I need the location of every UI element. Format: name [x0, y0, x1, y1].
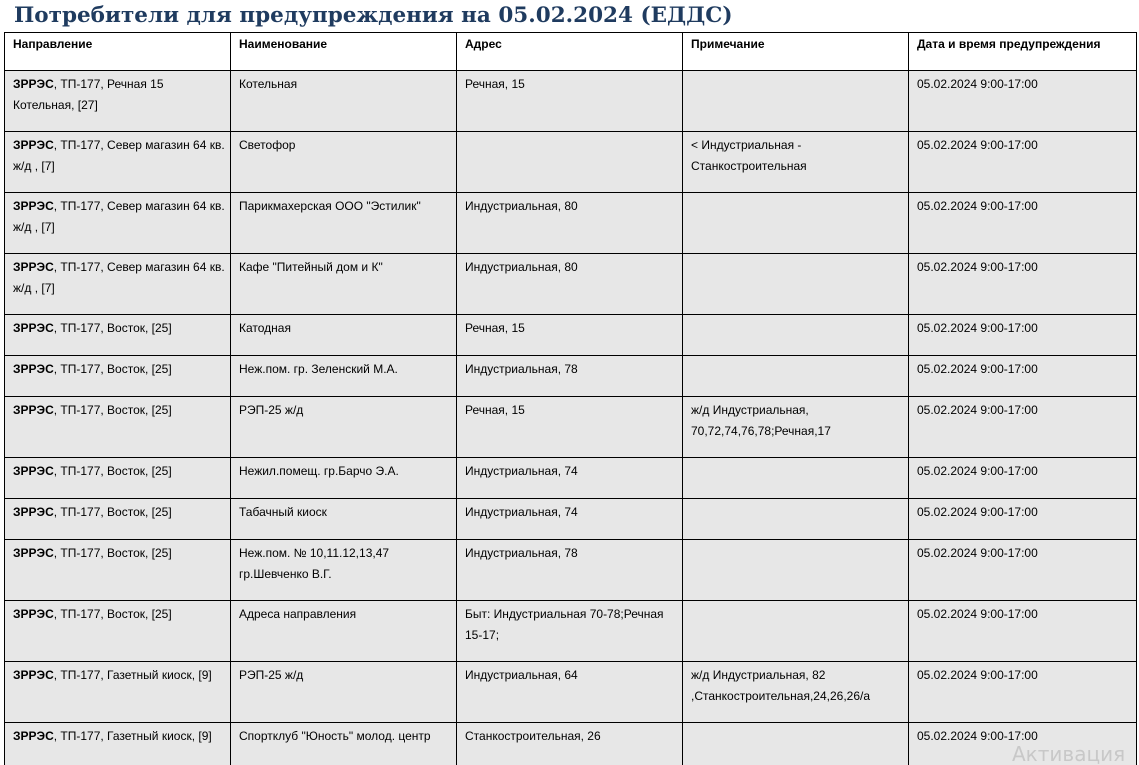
cell-datetime: 05.02.2024 9:00-17:00: [909, 662, 1137, 723]
cell-direction: ЗРРЭС, ТП-177, Север магазин 64 кв. ж/д , [7]: [5, 132, 231, 193]
cell-name: Неж.пом. № 10,11.12,13,47 гр.Шевченко В.Г.: [231, 540, 457, 601]
cell-note: ж/д Индустриальная, 70,72,74,76,78;Речная,17: [683, 397, 909, 458]
cell-address: Станкостроительная, 26: [457, 723, 683, 765]
cell-datetime: 05.02.2024 9:00-17:00: [909, 71, 1137, 132]
cell-direction: ЗРРЭС, ТП-177, Восток, [25]: [5, 540, 231, 601]
cell-note: [683, 540, 909, 601]
cell-name: Кафе "Питейный дом и К": [231, 254, 457, 315]
cell-datetime: 05.02.2024 9:00-17:00: [909, 540, 1137, 601]
cell-direction: ЗРРЭС, ТП-177, Восток, [25]: [5, 458, 231, 499]
column-header-address: Адрес: [457, 33, 683, 71]
cell-address: [457, 132, 683, 193]
cell-datetime: 05.02.2024 9:00-17:00: [909, 132, 1137, 193]
table-row: [5, 723, 1137, 765]
cell-direction: ЗРРЭС, ТП-177, Газетный киоск, [9]: [5, 723, 231, 765]
cell-address: Речная, 15: [457, 315, 683, 356]
table-row: [5, 356, 1137, 397]
cell-datetime: 05.02.2024 9:00-17:00: [909, 356, 1137, 397]
cell-name: Котельная: [231, 71, 457, 132]
cell-direction: ЗРРЭС, ТП-177, Восток, [25]: [5, 397, 231, 458]
cell-name: РЭП-25 ж/д: [231, 662, 457, 723]
cell-name: Катодная: [231, 315, 457, 356]
cell-name: Светофор: [231, 132, 457, 193]
cell-note: [683, 71, 909, 132]
cell-note: [683, 315, 909, 356]
cell-note: [683, 458, 909, 499]
cell-direction: ЗРРЭС, ТП-177, Газетный киоск, [9]: [5, 662, 231, 723]
cell-note: [683, 601, 909, 662]
cell-address: Речная, 15: [457, 71, 683, 132]
cell-direction: ЗРРЭС, ТП-177, Восток, [25]: [5, 601, 231, 662]
cell-address: Речная, 15: [457, 397, 683, 458]
cell-address: Быт: Индустриальная 70-78;Речная 15-17;: [457, 601, 683, 662]
cell-address: Индустриальная, 74: [457, 499, 683, 540]
cell-name: Спортклуб "Юность" молод. центр: [231, 723, 457, 765]
cell-direction: ЗРРЭС, ТП-177, Север магазин 64 кв. ж/д , [7]: [5, 193, 231, 254]
cell-name: Неж.пом. гр. Зеленский М.А.: [231, 356, 457, 397]
column-header-name: Наименование: [231, 33, 457, 71]
table-row: [5, 601, 1137, 662]
cell-note: < Индустриальная - Станкостроительная: [683, 132, 909, 193]
cell-note: [683, 356, 909, 397]
cell-note: [683, 499, 909, 540]
cell-note: [683, 193, 909, 254]
cell-note: [683, 723, 909, 765]
table-row: [5, 397, 1137, 458]
cell-name: Нежил.помещ. гр.Барчо Э.А.: [231, 458, 457, 499]
cell-direction: ЗРРЭС, ТП-177, Восток, [25]: [5, 356, 231, 397]
cell-name: Адреса направления: [231, 601, 457, 662]
cell-datetime: 05.02.2024 9:00-17:00: [909, 397, 1137, 458]
cell-note: [683, 254, 909, 315]
cell-datetime: 05.02.2024 9:00-17:00: [909, 254, 1137, 315]
cell-datetime: 05.02.2024 9:00-17:00: [909, 315, 1137, 356]
cell-address: Индустриальная, 64: [457, 662, 683, 723]
cell-note: ж/д Индустриальная, 82 ,Станкостроительная,24,26,26/а: [683, 662, 909, 723]
table-row: [5, 540, 1137, 601]
table-row: [5, 193, 1137, 254]
cell-address: Индустриальная, 80: [457, 193, 683, 254]
cell-datetime: 05.02.2024 9:00-17:00: [909, 458, 1137, 499]
table-header-row: [5, 33, 1137, 71]
table-row: [5, 71, 1137, 132]
cell-direction: ЗРРЭС, ТП-177, Восток, [25]: [5, 315, 231, 356]
table-row: [5, 254, 1137, 315]
table-row: [5, 315, 1137, 356]
cell-address: Индустриальная, 74: [457, 458, 683, 499]
column-header-note: Примечание: [683, 33, 909, 71]
table-row: [5, 458, 1137, 499]
column-header-direction: Направление: [5, 33, 231, 71]
table-row: [5, 662, 1137, 723]
cell-name: Табачный киоск: [231, 499, 457, 540]
cell-datetime: 05.02.2024 9:00-17:00: [909, 723, 1137, 765]
table-row: [5, 132, 1137, 193]
column-header-datetime: Дата и время предупреждения: [909, 33, 1137, 71]
table-row: [5, 499, 1137, 540]
cell-direction: ЗРРЭС, ТП-177, Восток, [25]: [5, 499, 231, 540]
cell-name: РЭП-25 ж/д: [231, 397, 457, 458]
cell-name: Парикмахерская ООО "Эстилик": [231, 193, 457, 254]
cell-address: Индустриальная, 78: [457, 356, 683, 397]
cell-datetime: 05.02.2024 9:00-17:00: [909, 601, 1137, 662]
cell-direction: ЗРРЭС, ТП-177, Речная 15 Котельная, [27]: [5, 71, 231, 132]
cell-address: Индустриальная, 80: [457, 254, 683, 315]
cell-datetime: 05.02.2024 9:00-17:00: [909, 193, 1137, 254]
page-title: Потребители для предупреждения на 05.02.2024 (ЕДДС): [14, 3, 733, 28]
consumers-table: [4, 32, 1137, 765]
activation-watermark: Активация: [1012, 742, 1126, 765]
cell-address: Индустриальная, 78: [457, 540, 683, 601]
cell-direction: ЗРРЭС, ТП-177, Север магазин 64 кв. ж/д , [7]: [5, 254, 231, 315]
cell-datetime: 05.02.2024 9:00-17:00: [909, 499, 1137, 540]
